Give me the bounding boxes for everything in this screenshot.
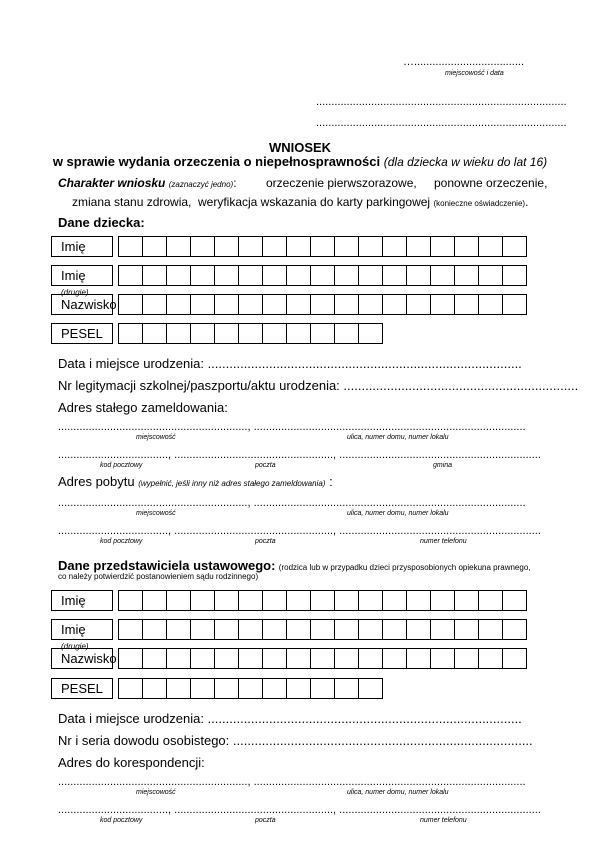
caption-street: ulica, numer domu, numer lokalu (347, 789, 449, 796)
char-cell[interactable] (166, 619, 191, 640)
char-cell[interactable] (118, 236, 143, 257)
char-cell[interactable] (142, 294, 167, 315)
char-cell[interactable] (214, 678, 239, 699)
char-cell[interactable] (190, 678, 215, 699)
char-cell[interactable] (430, 590, 455, 611)
rep-second-name-grid[interactable] (118, 619, 527, 640)
char-cell[interactable] (142, 648, 167, 669)
residence-note: (wypełnić, jeśli inny niż adres stałego zameldowania) (138, 479, 326, 488)
char-cell[interactable] (334, 648, 359, 669)
char-cell[interactable] (406, 236, 431, 257)
char-cell[interactable] (166, 590, 191, 611)
child-pesel-label (51, 323, 113, 344)
char-cell[interactable] (478, 265, 503, 286)
char-cell[interactable] (118, 294, 143, 315)
child-pesel-grid[interactable] (118, 323, 383, 344)
character-note: (zaznaczyć jedno) (168, 180, 234, 189)
char-cell[interactable] (262, 619, 287, 640)
rep-second-name-label (51, 619, 113, 651)
char-cell[interactable] (214, 294, 239, 315)
label-note: (drugie) (61, 288, 89, 297)
representative-note-1: (rodzica lub w przypadku dzieci przysposobionych opiekuna prawnego, (278, 563, 531, 572)
char-cell[interactable] (358, 678, 383, 699)
character-row-1 (58, 176, 237, 192)
char-cell[interactable] (334, 236, 359, 257)
caption-phone: numer telefonu (420, 817, 467, 824)
char-cell[interactable] (190, 294, 215, 315)
char-cell[interactable] (118, 648, 143, 669)
char-cell[interactable] (502, 236, 527, 257)
option-parking-card[interactable] (198, 195, 528, 209)
char-cell[interactable] (358, 236, 383, 257)
char-cell[interactable] (310, 323, 335, 344)
char-cell[interactable] (238, 678, 263, 699)
label-text: Imię (61, 268, 86, 283)
char-cell[interactable] (262, 590, 287, 611)
char-cell[interactable] (286, 678, 311, 699)
char-cell[interactable] (406, 619, 431, 640)
child-residence-row-2[interactable]: ...................................., ...................................................., .................................................................. (58, 525, 541, 537)
char-cell[interactable] (382, 294, 407, 315)
representative-section-title: Dane przedstawiciela ustawowego: (58, 558, 276, 573)
char-cell[interactable] (118, 619, 143, 640)
char-cell[interactable] (118, 323, 143, 344)
char-cell[interactable] (118, 678, 143, 699)
char-cell[interactable] (142, 236, 167, 257)
char-cell[interactable] (430, 648, 455, 669)
char-cell[interactable] (430, 294, 455, 315)
page-title: WNIOSEK (268, 140, 332, 155)
char-cell[interactable] (166, 265, 191, 286)
label-text: Imię (61, 239, 86, 254)
char-cell[interactable] (214, 619, 239, 640)
char-cell[interactable] (478, 236, 503, 257)
place-date-line[interactable]: ….................................... (403, 56, 525, 68)
char-cell[interactable] (334, 323, 359, 344)
rep-corr-row-1[interactable]: .............................................................., ......................................................................................... (58, 776, 526, 788)
child-residence-row-1[interactable]: .............................................................., ......................................................................................... (58, 497, 526, 509)
char-cell[interactable] (286, 323, 311, 344)
char-cell[interactable] (166, 648, 191, 669)
child-second-name-label (51, 265, 113, 297)
caption-street: ulica, numer domu, numer lokalu (347, 510, 449, 517)
char-cell[interactable] (310, 236, 335, 257)
char-cell[interactable] (358, 648, 383, 669)
caption-commune: gmina (433, 462, 453, 469)
char-cell[interactable] (478, 294, 503, 315)
char-cell[interactable] (286, 294, 311, 315)
child-address-row-2[interactable]: ...................................., ...................................................., .................................................................. (58, 449, 541, 461)
char-cell[interactable] (238, 590, 263, 611)
label-note: (drugie) (61, 642, 89, 651)
char-cell[interactable] (190, 648, 215, 669)
caption-postal-code: kod pocztowy (100, 462, 143, 469)
char-cell[interactable] (142, 323, 167, 344)
applicant-line-2[interactable]: .................................................................................. (316, 117, 567, 129)
char-cell[interactable] (262, 265, 287, 286)
rep-corr-row-2[interactable]: ...................................., ...................................................., .................................................................. (58, 804, 541, 816)
char-cell[interactable] (214, 236, 239, 257)
char-cell[interactable] (214, 648, 239, 669)
char-cell[interactable] (142, 265, 167, 286)
character-label: Charakter wniosku (58, 176, 166, 190)
label-text: Imię (61, 593, 86, 608)
label-text: PESEL (61, 326, 103, 341)
caption-postal-code: kod pocztowy (100, 817, 143, 824)
char-cell[interactable] (358, 619, 383, 640)
rep-first-name-label (51, 590, 113, 611)
char-cell[interactable] (238, 323, 263, 344)
char-cell[interactable] (406, 648, 431, 669)
residence-colon: : (329, 474, 333, 489)
subtitle-text: w sprawie wydania orzeczenia o niepełnosprawności (52, 154, 381, 169)
option-health-change[interactable]: zmiana stanu zdrowia, (72, 195, 192, 209)
char-cell[interactable] (286, 265, 311, 286)
caption-town: miejscowość (136, 510, 176, 517)
char-cell[interactable] (190, 323, 215, 344)
char-cell[interactable] (502, 265, 527, 286)
option-repeat[interactable]: ponowne orzeczenie, (434, 176, 548, 190)
char-cell[interactable] (118, 590, 143, 611)
label-text: Nazwisko (61, 651, 117, 666)
char-cell[interactable] (406, 294, 431, 315)
rep-pesel-grid[interactable] (118, 678, 383, 699)
char-cell[interactable] (478, 648, 503, 669)
page-subtitle (0, 154, 600, 169)
char-cell[interactable] (166, 294, 191, 315)
rep-id-line[interactable]: Nr i seria dowodu osobistego: ................................................................................... (58, 733, 533, 748)
char-cell[interactable] (262, 678, 287, 699)
child-surname-label (51, 294, 117, 315)
char-cell[interactable] (430, 619, 455, 640)
char-cell[interactable] (358, 323, 383, 344)
char-cell[interactable] (430, 236, 455, 257)
char-cell[interactable] (382, 590, 407, 611)
char-cell[interactable] (166, 236, 191, 257)
char-cell[interactable] (454, 590, 479, 611)
char-cell[interactable] (502, 590, 527, 611)
char-cell[interactable] (334, 294, 359, 315)
char-cell[interactable] (334, 619, 359, 640)
caption-town: miejscowość (136, 434, 176, 441)
char-cell[interactable] (382, 648, 407, 669)
rep-surname-label (51, 648, 117, 669)
rep-pesel-label (51, 678, 113, 699)
char-cell[interactable] (190, 590, 215, 611)
char-cell[interactable] (382, 236, 407, 257)
representative-note-2: co należy potwierdzić postanowieniem sądu rodzinnego) (58, 572, 259, 581)
caption-post-office: poczta (255, 538, 276, 545)
character-colon: : (233, 176, 237, 190)
parking-period: . (525, 195, 529, 209)
char-cell[interactable] (286, 590, 311, 611)
label-text: Nazwisko (61, 297, 117, 312)
char-cell[interactable] (310, 294, 335, 315)
char-cell[interactable] (478, 590, 503, 611)
char-cell[interactable] (214, 590, 239, 611)
char-cell[interactable] (334, 678, 359, 699)
char-cell[interactable] (502, 619, 527, 640)
char-cell[interactable] (334, 590, 359, 611)
char-cell[interactable] (214, 265, 239, 286)
char-cell[interactable] (310, 678, 335, 699)
char-cell[interactable] (310, 265, 335, 286)
char-cell[interactable] (310, 648, 335, 669)
char-cell[interactable] (238, 294, 263, 315)
char-cell[interactable] (238, 236, 263, 257)
char-cell[interactable] (262, 236, 287, 257)
char-cell[interactable] (334, 265, 359, 286)
char-cell[interactable] (454, 236, 479, 257)
char-cell[interactable] (310, 619, 335, 640)
char-cell[interactable] (478, 619, 503, 640)
char-cell[interactable] (118, 265, 143, 286)
rep-first-name-grid[interactable] (118, 590, 527, 611)
char-cell[interactable] (310, 590, 335, 611)
parking-note: (konieczne oświadczenie) (433, 199, 526, 208)
child-birth-line[interactable]: Data i miejsce urodzenia: ....................................................................................... (58, 356, 522, 371)
char-cell[interactable] (190, 236, 215, 257)
parking-label: weryfikacja wskazania do karty parkingowej (198, 195, 431, 209)
char-cell[interactable] (166, 678, 191, 699)
char-cell[interactable] (430, 265, 455, 286)
child-first-name-label (51, 236, 113, 257)
char-cell[interactable] (190, 265, 215, 286)
char-cell[interactable] (502, 648, 527, 669)
char-cell[interactable] (454, 294, 479, 315)
caption-postal-code: kod pocztowy (100, 538, 143, 545)
char-cell[interactable] (454, 648, 479, 669)
char-cell[interactable] (382, 619, 407, 640)
char-cell[interactable] (502, 294, 527, 315)
option-first-time[interactable]: orzeczenie pierwszorazowe, (266, 176, 417, 190)
caption-post-office: poczta (255, 817, 276, 824)
char-cell[interactable] (238, 619, 263, 640)
char-cell[interactable] (166, 323, 191, 344)
char-cell[interactable] (214, 323, 239, 344)
child-address-title: Adres stałego zameldowania: (58, 400, 228, 415)
char-cell[interactable] (358, 590, 383, 611)
subtitle-note: (dla dziecka w wieku do lat 16) (383, 155, 548, 169)
char-cell[interactable] (238, 265, 263, 286)
char-cell[interactable] (406, 590, 431, 611)
char-cell[interactable] (286, 648, 311, 669)
char-cell[interactable] (142, 590, 167, 611)
child-surname-grid[interactable] (118, 294, 527, 315)
child-second-name-grid[interactable] (118, 265, 527, 286)
child-residence-title (58, 474, 333, 491)
representative-title-row (58, 558, 531, 573)
child-address-row-1[interactable]: .............................................................., ......................................................................................... (58, 421, 526, 433)
child-first-name-grid[interactable] (118, 236, 527, 257)
char-cell[interactable] (286, 236, 311, 257)
char-cell[interactable] (142, 619, 167, 640)
child-document-line[interactable]: Nr legitymacji szkolnej/paszportu/aktu urodzenia: ................................................................. (58, 378, 579, 393)
char-cell[interactable] (406, 265, 431, 286)
caption-street: ulica, numer domu, numer lokalu (347, 434, 449, 441)
caption-phone: numer telefonu (420, 538, 467, 545)
char-cell[interactable] (286, 619, 311, 640)
char-cell[interactable] (238, 648, 263, 669)
applicant-line-1[interactable]: .................................................................................. (316, 96, 567, 108)
label-text: PESEL (61, 681, 103, 696)
rep-birth-line[interactable]: Data i miejsce urodzenia: ....................................................................................... (58, 711, 522, 726)
rep-correspondence-title: Adres do korespondencji: (58, 755, 205, 770)
char-cell[interactable] (454, 265, 479, 286)
char-cell[interactable] (454, 619, 479, 640)
label-text: Imię (61, 622, 86, 637)
char-cell[interactable] (190, 619, 215, 640)
char-cell[interactable] (358, 294, 383, 315)
char-cell[interactable] (358, 265, 383, 286)
place-date-caption: miejscowość i data (445, 70, 504, 77)
char-cell[interactable] (262, 648, 287, 669)
char-cell[interactable] (262, 323, 287, 344)
caption-town: miejscowość (136, 789, 176, 796)
char-cell[interactable] (382, 265, 407, 286)
char-cell[interactable] (142, 678, 167, 699)
child-section-title: Dane dziecka: (58, 215, 145, 230)
residence-label: Adres pobytu (58, 474, 135, 489)
char-cell[interactable] (262, 294, 287, 315)
caption-post-office: poczta (255, 462, 276, 469)
rep-surname-grid[interactable] (118, 648, 527, 669)
